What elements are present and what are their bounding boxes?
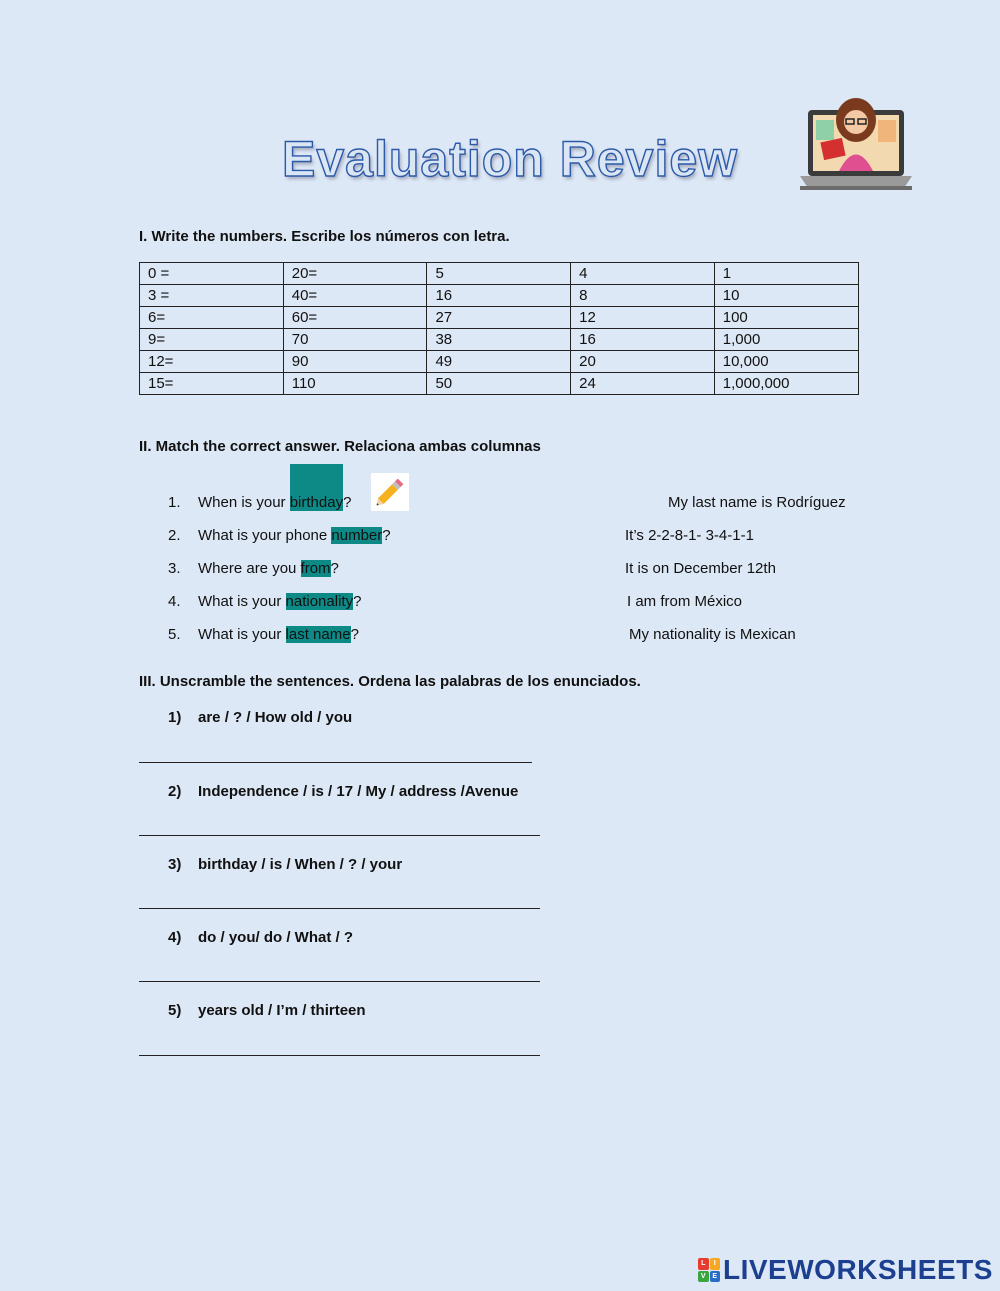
scramble-number: 2) [168,783,182,800]
question-number: 3. [168,560,181,577]
question-number: 4. [168,593,181,610]
scramble-item [168,856,402,873]
question-mark: ? [343,494,352,511]
table-cell: 15= [140,373,284,395]
liveworksheets-icon [698,1258,720,1282]
match-answer: I am from México [627,593,743,610]
table-cell: 90 [283,351,427,373]
question-mark: ? [330,560,339,577]
match-answer: My nationality is Mexican [629,626,796,643]
match-question [168,560,339,577]
table-cell: 5 [427,263,571,285]
table-cell: 110 [283,373,427,395]
question-number: 1. [168,494,181,511]
answer-line[interactable] [139,981,540,982]
answer-line[interactable] [139,908,540,909]
question-text: What is your phone [198,527,332,544]
answer-line[interactable] [139,762,532,763]
liveworksheets-logo[interactable] [698,1254,993,1286]
table-cell: 0 = [140,263,284,285]
scramble-number: 1) [168,709,182,726]
table-cell: 6= [140,307,284,329]
table-cell: 40= [283,285,427,307]
question-mark: ? [350,626,359,643]
match-answer: My last name is Rodríguez [668,494,846,511]
table-cell: 10,000 [714,351,858,373]
table-cell: 27 [427,307,571,329]
question-text: What is your [198,626,286,643]
logo-letter: E [710,1271,721,1283]
pencil-icon [371,473,409,511]
match-question [168,494,351,511]
table-cell: 49 [427,351,571,373]
table-cell: 10 [714,285,858,307]
section-1-heading: I. Write the numbers. Escribe los números con letra. [139,228,510,245]
match-answer: It is on December 12th [625,560,776,577]
logo-letter: L [698,1258,709,1270]
table-cell: 1 [714,263,858,285]
match-question [168,593,361,610]
section-3-heading: III. Unscramble the sentences. Ordena las palabras de los enunciados. [139,673,641,690]
logo-letter: I [710,1258,721,1270]
question-mark: ? [353,593,362,610]
question-keyword: from [300,560,331,577]
teacher-laptop-illustration [796,90,916,198]
table-row [140,263,859,285]
match-question [168,626,359,643]
table-cell: 8 [571,285,715,307]
table-row [140,373,859,395]
table-row [140,351,859,373]
table-cell: 24 [571,373,715,395]
question-keyword: last name [285,626,351,643]
table-cell: 16 [571,329,715,351]
question-number: 5. [168,626,181,643]
table-cell: 20= [283,263,427,285]
table-cell: 1,000 [714,329,858,351]
question-mark: ? [382,527,391,544]
section-2-heading: II. Match the correct answer. Relaciona ambas columnas [139,438,541,455]
table-cell: 100 [714,307,858,329]
table-cell: 20 [571,351,715,373]
question-text: When is your [198,494,290,511]
question-text: Where are you [198,560,301,577]
table-cell: 16 [427,285,571,307]
brand-name: LIVEWORKSHEETS [723,1254,993,1285]
question-keyword: birthday [290,464,343,511]
scramble-text: birthday / is / When / ? / your [198,856,403,873]
table-cell: 70 [283,329,427,351]
question-text: What is your [198,593,286,610]
scramble-item [168,929,353,946]
scramble-item [168,1002,366,1019]
answer-line[interactable] [139,835,540,836]
page-title: Evaluation Review [282,131,739,187]
scramble-text: years old / I’m / thirteen [198,1002,366,1019]
scramble-number: 5) [168,1002,182,1019]
table-cell: 12= [140,351,284,373]
question-keyword: number [331,527,383,544]
question-keyword: nationality [285,593,354,610]
table-cell: 4 [571,263,715,285]
table-row [140,329,859,351]
match-answer: It’s 2-2-8-1- 3-4-1-1 [625,527,754,544]
table-cell: 50 [427,373,571,395]
table-row [140,307,859,329]
table-cell: 9= [140,329,284,351]
scramble-number: 3) [168,856,182,873]
table-cell: 12 [571,307,715,329]
table-row [140,285,859,307]
table-cell: 60= [283,307,427,329]
scramble-item [168,783,518,800]
table-cell: 1,000,000 [714,373,858,395]
table-cell: 38 [427,329,571,351]
answer-line[interactable] [139,1055,540,1056]
scramble-item [168,709,352,726]
scramble-number: 4) [168,929,182,946]
scramble-text: Independence / is / 17 / My / address /Avenue [198,783,519,800]
table-cell: 3 = [140,285,284,307]
scramble-text: are / ? / How old / you [198,709,353,726]
question-number: 2. [168,527,181,544]
match-question [168,527,391,544]
logo-letter: V [698,1271,709,1283]
numbers-table [139,262,859,395]
scramble-text: do / you/ do / What / ? [198,929,353,946]
